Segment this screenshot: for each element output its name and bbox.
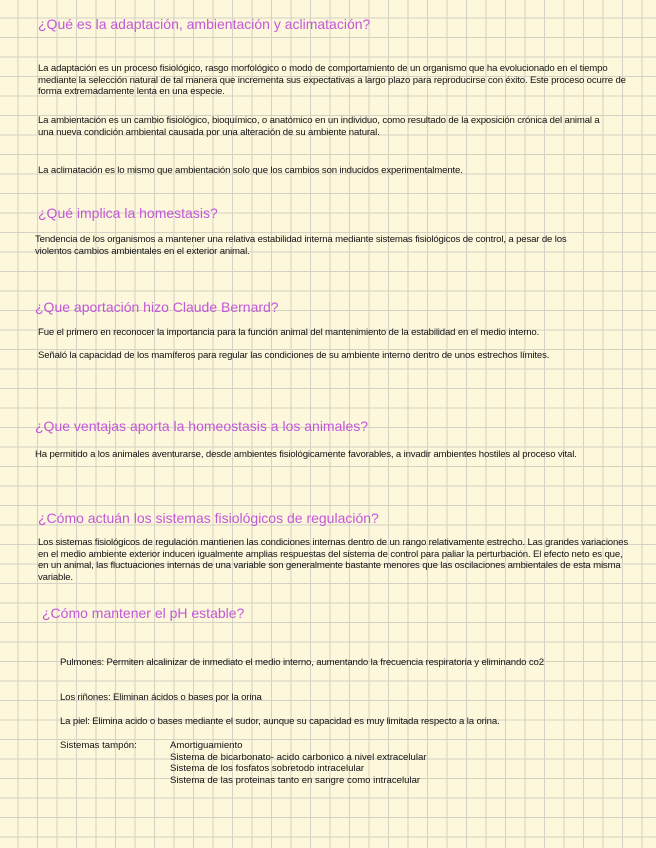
paragraph-pulmones: Pulmones: Permiten alcalinizar de inmediato el medio interno, aumentando la frecuencia respiratoria y eliminando co2 xyxy=(60,657,544,668)
buffer-item: Amortiguamiento xyxy=(170,740,243,751)
heading-sistemas: ¿Cómo actuán los sistemas fisiológicos de regulación? xyxy=(38,510,379,526)
paragraph-adaptacion: La adaptación es un proceso fisiológico, rasgo morfológico o modo de comportamiento de un organismo que ha evolucionado en el tiempo mediante la selección natural de tal manera que incrementa sus expectativas a largo plazo para reproducirse con éxito. Este proceso ocurre de forma extremadamente lenta en una especie. xyxy=(38,63,626,98)
heading-ph: ¿Cómo mantener el pH estable? xyxy=(42,605,245,621)
buffer-list xyxy=(170,740,427,786)
buffer-item: Sistema de bicarbonato- acido carbonico a nivel extracelular xyxy=(170,751,427,763)
heading-claude-bernard: ¿Que aportación hizo Claude Bernard? xyxy=(35,299,279,315)
heading-adaptacion: ¿Qué es la adaptación, ambientación y aclimatación? xyxy=(38,16,371,32)
buffer-item: Sistema de las proteinas tanto en sangre como intracelular xyxy=(170,774,421,786)
buffer-item: Sistema de los fosfatos sobretodo intracelular xyxy=(170,763,365,775)
paragraph-rinones: Los riñones: Eliminan ácidos o bases por la orina xyxy=(60,692,262,703)
paragraph-sistemas: Los sistemas fisiológicos de regulación mantienen las condiciones internas dentro de un rango relativamente estrecho. Las grandes variaciones en el medio ambiente exterior inducen igualmente amplias respuestas del sistema de control para paliar la perturbación. El efecto neto es que, en un animal, las fluctuaciones internas de una variable son generalmente bastante menores que las oscilaciones ambientales de esta misma variable. xyxy=(38,537,629,583)
heading-homestasis: ¿Qué implica la homestasis? xyxy=(38,205,218,221)
paragraph-piel: La piel: Elimina acido o bases mediante el sudor, aunque su capacidad es muy limitada respecto a la orina. xyxy=(60,716,500,727)
paragraph-homestasis: Tendencia de los organismos a mantener una relativa estabilidad interna mediante sistemas fisiológicos de control, a pesar de los violentos cambios ambientales en el exterior animal. xyxy=(35,234,567,257)
buffer-label: Sistemas tampón: xyxy=(60,740,137,751)
paragraph-bernard-1: Fue el primero en reconocer la importancia para la función animal del mantenimiento de la estabilidad en el medio interno. xyxy=(38,327,540,338)
paragraph-aclimatacion: La aclimatación es lo mismo que ambientación solo que los cambios son inducidos experimentalmente. xyxy=(38,165,463,176)
paragraph-ventajas: Ha permitido a los animales aventurarse, desde ambientes fisiológicamente favorables, a invadir ambientes hostiles al proceso vital. xyxy=(35,449,577,460)
heading-ventajas: ¿Que ventajas aporta la homeostasis a los animales? xyxy=(35,418,369,434)
paragraph-ambientacion: La ambientación es un cambio fisiológico, bioquímico, o anatómico en un individuo, como resultado de la exposición crónica del animal a una nueva condición ambiental causada por una alteración de su ambiente natural. xyxy=(38,115,600,138)
paragraph-bernard-2: Señaló la capacidad de los mamíferos para regular las condiciones de su ambiente interno dentro de unos estrechos límites. xyxy=(38,350,550,361)
